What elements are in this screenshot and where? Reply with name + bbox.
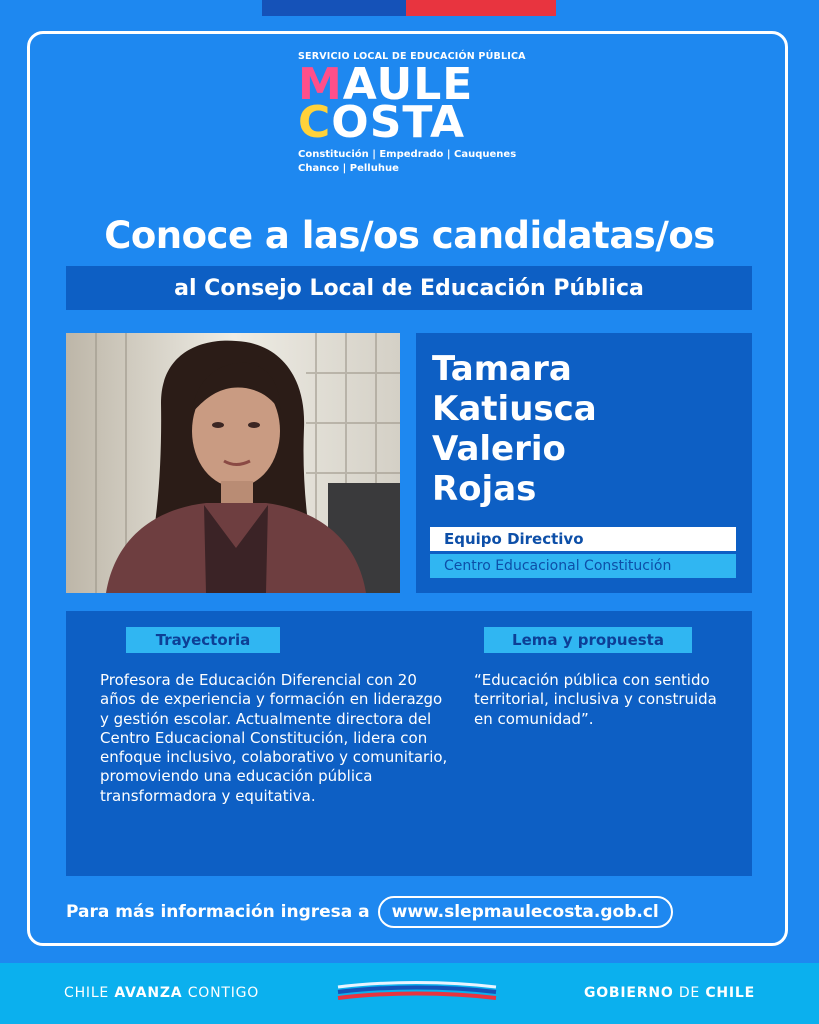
logo-communes-line1: Constitución | Empedrado | Cauquenes (298, 149, 517, 160)
more-info-row (66, 894, 673, 930)
more-info-label: Para más información ingresa a (66, 902, 370, 922)
footer-bar (0, 963, 819, 1024)
candidate-school-badge: Centro Educacional Constitución (430, 554, 736, 578)
candidate-name-line: Katiusca (432, 389, 597, 429)
page-subtitle: al Consejo Local de Educación Pública (66, 266, 752, 310)
footer-slogan-part: AVANZA (114, 985, 183, 1001)
footer-government-part: DE (673, 985, 706, 1001)
logo-communes-line2: Chanco | Pelluhue (298, 163, 399, 174)
footer-slogan-part: CHILE (64, 985, 115, 1001)
lema-text: “Educación pública con sentido territorial, inclusiva y construida en comunidad”. (474, 671, 717, 728)
candidate-name-line: Valerio (432, 429, 566, 469)
logo-letter-m: M (298, 59, 343, 110)
page-title: Conoce a las/os candidatas/os (104, 214, 715, 257)
logo-word-maule-rest: AULE (342, 59, 474, 110)
candidate-name (432, 349, 597, 509)
candidate-role-badge: Equipo Directivo (430, 527, 736, 551)
website-link[interactable]: www.slepmaulecosta.gob.cl (378, 896, 673, 928)
candidate-name-line: Rojas (432, 469, 537, 509)
flag-stripe-red (406, 0, 556, 16)
flag-swoosh-icon (336, 979, 498, 1005)
lema-label: Lema y propuesta (484, 627, 692, 653)
footer-government (584, 985, 755, 1001)
logo-word-costa (298, 97, 558, 148)
logo-word-costa-rest: OSTA (331, 97, 466, 148)
candidate-photo (66, 333, 400, 593)
candidate-name-card (416, 333, 752, 593)
candidate-portrait-image (66, 333, 400, 593)
logo-communes (298, 148, 558, 176)
trayectoria-label: Trayectoria (126, 627, 280, 653)
flag-stripe-blue (262, 0, 406, 16)
logo-letter-c: C (298, 97, 332, 148)
candidate-info-panel (66, 611, 752, 876)
candidate-name-line: Tamara (432, 349, 572, 389)
logo-service-line: SERVICIO LOCAL DE EDUCACIÓN PÚBLICA (298, 51, 526, 62)
slep-logo (298, 51, 558, 176)
footer-slogan-part: CONTIGO (182, 985, 260, 1001)
footer-government-part: CHILE (705, 985, 755, 1001)
trayectoria-text: Profesora de Educación Diferencial con 20 años de experiencia y formación en liderazgo y gestión escolar. Actualmente directora del Centro Educacional Constitución, lidera con enfoque inclusivo, colaborativo y comunitario, promoviendo una educación pública transformadora y equitativa. (100, 671, 448, 805)
footer-government-part: GOBIERNO (583, 985, 674, 1001)
footer-slogan (64, 985, 259, 1001)
